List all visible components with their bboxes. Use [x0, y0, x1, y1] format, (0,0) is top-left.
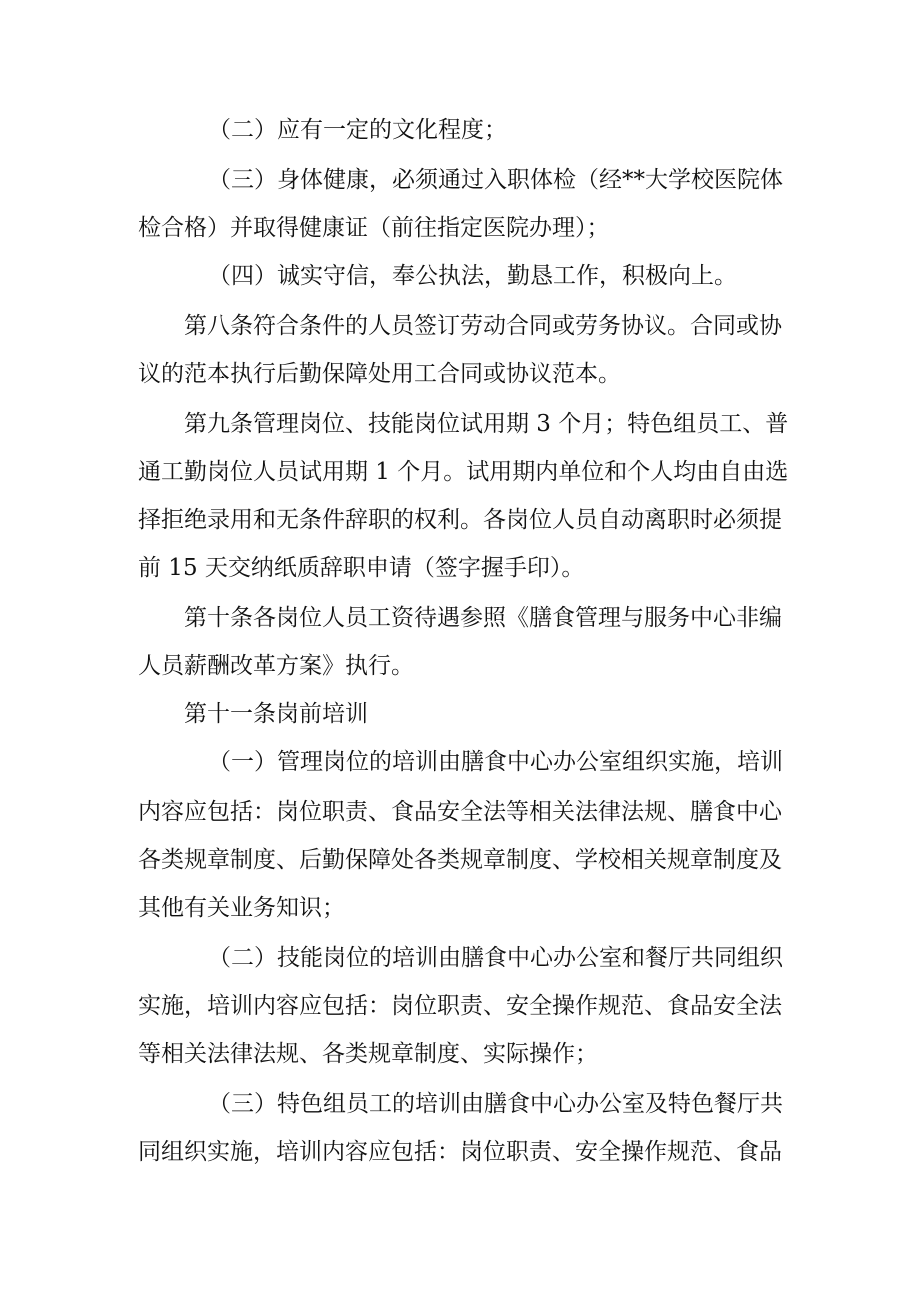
text-line: 同组织实施，培训内容应包括：岗位职责、安全操作规范、食品	[138, 1139, 782, 1165]
text-line: 择拒绝录用和无条件辞职的权利。各岗位人员自动离职时必须提	[138, 507, 782, 533]
text-line: 第九条管理岗位、技能岗位试用期 3 个月；特色组员工、普	[184, 411, 789, 437]
text-line: （三）身体健康，必须通过入职体检（经**大学校医院体	[208, 167, 783, 193]
text-line: 人员薪酬改革方案》执行。	[138, 653, 414, 679]
text-line: 第八条符合条件的人员签订劳动合同或劳务协议。合同或协	[184, 313, 782, 339]
text-line: （四）诚实守信，奉公执法，勤恳工作，积极向上。	[208, 263, 737, 289]
text-line: 第十条各岗位人员工资待遇参照《膳食管理与服务中心非编	[184, 605, 782, 631]
text-line: （二）应有一定的文化程度；	[208, 117, 507, 143]
text-line: 内容应包括：岗位职责、食品安全法等相关法律法规、膳食中心	[138, 799, 782, 825]
text-line: 实施，培训内容应包括：岗位职责、安全操作规范、食品安全法	[138, 993, 782, 1019]
text-line: 议的范本执行后勤保障处用工合同或协议范本。	[138, 361, 621, 387]
text-line: 通工勤岗位人员试用期 1 个月。试用期内单位和个人均由自由选	[138, 459, 789, 485]
text-line: （一）管理岗位的培训由膳食中心办公室组织实施，培训	[208, 749, 783, 775]
text-line: 各类规章制度、后勤保障处各类规章制度、学校相关规章制度及	[138, 847, 782, 873]
text-line: 前 15 天交纳纸质辞职申请（签字握手印）。	[138, 555, 585, 581]
text-line: 检合格）并取得健康证（前往指定医院办理）；	[138, 215, 610, 241]
text-line: （二）技能岗位的培训由膳食中心办公室和餐厅共同组织	[208, 945, 783, 971]
text-line: 等相关法律法规、各类规章制度、实际操作；	[138, 1041, 598, 1067]
section-heading: 第十一条岗前培训	[184, 701, 368, 727]
text-line: 其他有关业务知识；	[138, 895, 345, 921]
text-line: （三）特色组员工的培训由膳食中心办公室及特色餐厅共	[208, 1091, 783, 1117]
